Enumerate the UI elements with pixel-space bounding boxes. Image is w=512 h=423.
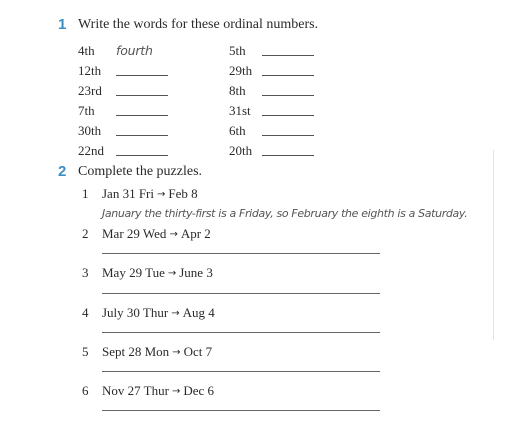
answer-blank[interactable] xyxy=(262,55,314,56)
answer-blank[interactable] xyxy=(116,115,168,116)
puzzle-number: 6 xyxy=(82,383,89,398)
arrow-right-icon: → xyxy=(171,386,181,397)
puzzle-to-date: Dec 6 xyxy=(183,383,215,398)
ordinal-right-number: 5th xyxy=(229,43,246,58)
answer-line[interactable] xyxy=(102,253,380,254)
puzzle-prompt xyxy=(102,186,198,202)
arrow-right-icon: → xyxy=(157,189,166,200)
section-2-number: 2 xyxy=(58,163,67,180)
puzzle-number: 2 xyxy=(82,226,89,241)
puzzle-number: 4 xyxy=(82,305,89,320)
answer-line[interactable] xyxy=(102,371,380,372)
answer-blank[interactable] xyxy=(262,155,314,156)
ordinal-left-number: 30th xyxy=(78,123,102,138)
puzzle-number: 3 xyxy=(82,265,89,280)
section-1-heading: Write the words for these ordinal numbers. xyxy=(78,17,319,32)
ordinal-left-number: 22nd xyxy=(78,143,104,158)
puzzle-example-answer: January the thirty-first is a Friday, so February the eighth is a Saturday. xyxy=(102,207,468,220)
ordinal-left-number: 4th xyxy=(78,43,95,58)
section-2-heading: Complete the puzzles. xyxy=(78,164,203,179)
ordinal-left-number: 23rd xyxy=(78,83,102,98)
puzzle-from-date: Sept 28 Mon xyxy=(102,344,170,359)
puzzle-prompt xyxy=(102,383,214,399)
arrow-right-icon: → xyxy=(171,308,180,319)
answer-blank[interactable] xyxy=(262,135,314,136)
puzzle-to-date: Apr 2 xyxy=(180,226,211,241)
ordinal-left-answer: fourth xyxy=(116,43,153,58)
ordinal-right-number: 20th xyxy=(229,143,253,158)
answer-blank[interactable] xyxy=(262,95,314,96)
puzzle-to-date: June 3 xyxy=(179,265,213,280)
answer-blank[interactable] xyxy=(116,95,168,96)
answer-blank[interactable] xyxy=(116,135,168,136)
page-edge xyxy=(493,150,494,340)
ordinal-left-number: 12th xyxy=(78,63,102,78)
arrow-right-icon: → xyxy=(169,229,178,240)
puzzle-number: 1 xyxy=(82,186,89,201)
puzzle-prompt xyxy=(102,226,211,242)
ordinal-right-number: 8th xyxy=(229,83,246,98)
ordinal-right-number: 31st xyxy=(229,103,251,118)
ordinal-right-number: 29th xyxy=(229,63,253,78)
puzzle-to-date: Oct 7 xyxy=(183,344,213,359)
puzzle-from-date: Jan 31 Fri xyxy=(102,186,154,201)
puzzle-from-date: Nov 27 Thur xyxy=(102,383,169,398)
puzzle-number: 5 xyxy=(82,344,89,359)
answer-blank[interactable] xyxy=(116,155,168,156)
answer-line[interactable] xyxy=(102,293,380,294)
ordinal-left-number: 7th xyxy=(78,103,95,118)
section-1-number: 1 xyxy=(58,16,67,33)
answer-blank[interactable] xyxy=(262,115,314,116)
puzzle-from-date: July 30 Thur xyxy=(102,305,169,320)
answer-line[interactable] xyxy=(102,332,380,333)
puzzle-to-date: Feb 8 xyxy=(168,186,198,201)
puzzle-from-date: May 29 Tue xyxy=(102,265,165,280)
answer-line[interactable] xyxy=(102,410,380,411)
puzzle-prompt xyxy=(102,265,213,281)
answer-blank[interactable] xyxy=(116,75,168,76)
ordinal-right-number: 6th xyxy=(229,123,246,138)
puzzle-to-date: Aug 4 xyxy=(182,305,215,320)
arrow-right-icon: → xyxy=(167,268,177,279)
puzzle-prompt xyxy=(102,344,212,360)
arrow-right-icon: → xyxy=(172,347,181,358)
answer-blank[interactable] xyxy=(262,75,314,76)
puzzle-prompt xyxy=(102,305,215,321)
puzzle-from-date: Mar 29 Wed xyxy=(102,226,167,241)
